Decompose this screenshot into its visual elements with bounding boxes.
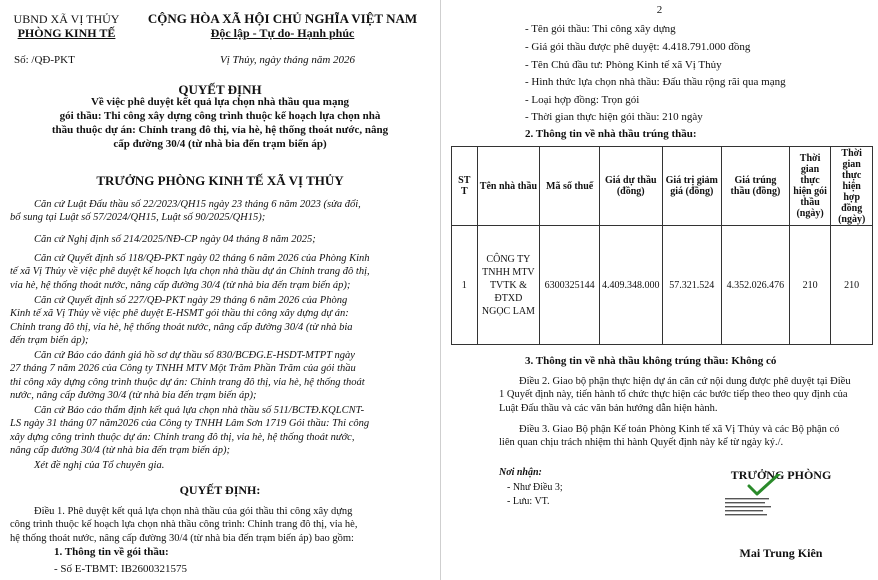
cell-tax-code: 6300325144 <box>540 226 600 345</box>
cell-contractor-name: CÔNG TY TNHH MTV TVTK & ĐTXD NGỌC LAM <box>477 226 540 345</box>
document-page-2 <box>441 0 878 580</box>
national-motto: Độc lập - Tự do- Hạnh phúc <box>210 26 355 40</box>
legal-basis-2: Căn cứ Nghị định số 214/2025/NĐ-CP ngày 04 tháng 8 năm 2025; <box>34 234 316 245</box>
recipient-2: - Lưu: VT. <box>507 496 550 507</box>
header-bid-price: Giá dự thầu (đồng) <box>600 147 663 226</box>
document-title: QUYẾT ĐỊNH <box>178 82 262 97</box>
cell-contract-duration: 210 <box>831 226 873 345</box>
recipient-1: - Như Điều 3; <box>507 482 563 493</box>
legal-basis-1: Căn cứ Luật Đấu thầu số 22/2023/QH15 ngày 23 tháng 6 năm 2023 (sửa đổi, bổ sung tại Luật số 57/2024/QH15, Luật số 90/2025/QH15); <box>10 199 361 224</box>
article-2: Điều 2. Giao bộ phận thực hiện dự án căn cứ nội dung được phê duyệt tại Điều 1 Quyết định này, tiến hành tổ chức thực hiện các bước tiếp theo theo quy định của Luật Đấu thầu và các văn bản hướng dẫn hiện hành. <box>499 376 851 414</box>
recipients-heading: Nơi nhận: <box>499 467 542 478</box>
legal-basis-5: Căn cứ Báo cáo đánh giá hồ sơ dự thầu số 830/BCĐG.E-HSDT-MTPT ngày 27 tháng 7 năm 2026 của Công ty TNHH MTV Một Trăm Phần Trăm của gói thầu thi công xây dựng công trình thuộc dự án: Chỉnh trang đô thị, vỉa hè, hệ thống thoát nước, nâng cấp đường 30/4 (từ nhà bia đến trạm biến áp); <box>10 350 365 401</box>
cell-winning-price: 4.352.026.476 <box>722 226 790 345</box>
national-title: CỘNG HÒA XÃ HỘI CHỦ NGHĨA VIỆT NAM <box>147 11 418 26</box>
article-3: Điều 3. Giao Bộ phận Kế toán Phòng Kinh tế xã Vị Thủy và các Bộ phận có liên quan chịu trách nhiệm thi hành Quyết định này kể từ ngày ký./. <box>499 424 840 449</box>
info-investor: - Tên Chủ đầu tư: Phòng Kinh tế xã Vị Thủy <box>525 59 722 71</box>
page-number: 2 <box>656 4 663 16</box>
signer-name: Mai Trung Kiên <box>739 546 823 560</box>
decision-date: Vị Thủy, ngày tháng năm 2026 <box>220 54 356 66</box>
subject-line-1: Về việc phê duyệt kết quả lựa chọn nhà thầu qua mạng <box>90 96 350 108</box>
digital-signature-icon <box>723 474 783 520</box>
legal-basis-7: Xét đề nghị của Tổ chuyên gia. <box>34 460 165 471</box>
org-name-line1: UBND XÃ VỊ THỦY <box>13 12 120 26</box>
info-selection-method: - Hình thức lựa chọn nhà thầu: Đấu thầu rộng rãi qua mạng <box>525 76 786 88</box>
cell-bid-price: 4.409.348.000 <box>600 226 663 345</box>
article-1: Điều 1. Phê duyệt kết quả lựa chọn nhà thầu của gói thầu thi công xây dựng công trình thuộc kế hoạch lựa chọn nhà thầu công trình: Chỉnh trang đô thị, vỉa hè, hệ thống thoát nước, nâng cấp đường 30/4 (từ nhà bia đến trạm biến áp) bao gồm: <box>10 506 358 544</box>
info-duration: - Thời gian thực hiện gói thầu: 210 ngày <box>525 111 703 123</box>
header-stt: ST T <box>452 147 478 226</box>
legal-basis-4: Căn cứ Quyết định số 227/QĐ-PKT ngày 29 tháng 6 năm 2026 của Phòng Kinh tế xã Vị Thủy về việc phê duyệt E-HSMT gói thầu thi công xây dựng dự án: Chỉnh trang đô thị, vỉa hè, hệ thống thoát nước, nâng cấp đường 30/4 (từ nhà bia đến trạm biến áp); <box>10 295 353 346</box>
info-package-price: - Giá gói thầu được phê duyệt: 4.418.791.000 đồng <box>525 41 751 53</box>
info-package-name: - Tên gói thầu: Thi công xây dựng <box>525 23 676 35</box>
winning-contractor-table <box>451 146 873 345</box>
subject-line-4: cấp đường 30/4 (từ nhà bia đến trạm biến áp) <box>113 138 327 150</box>
info-contract-type: - Loại hợp đồng: Trọn gói <box>525 94 640 106</box>
header-winning-price: Giá trúng thầu (đồng) <box>722 147 790 226</box>
header-contractor-name: Tên nhà thầu <box>477 147 540 226</box>
section-2-heading: 2. Thông tin về nhà thầu trúng thầu: <box>525 128 697 140</box>
section-1-heading: 1. Thông tin về gói thầu: <box>54 546 169 558</box>
legal-basis-6: Căn cứ Báo cáo thẩm định kết quả lựa chọn nhà thầu số 511/BCTĐ.KQLCNT- LS ngày 31 tháng 07 năm2026 của Công ty TNHH Lâm Sơn 1719 Gói thầu: Thi công xây dựng công trình thuộc dự án: Chỉnh trang đô thị, vỉa hè, hệ thống thoát nước, nâng cấp đường 30/4 (từ nhà bia đến trạm biến áp); <box>10 405 370 456</box>
subject-line-3: thầu thuộc dự án: Chỉnh trang đô thị, vỉa hè, hệ thống thoát nước, nâng <box>51 124 389 136</box>
header-package-duration: Thời gian thực hiện gói thầu (ngày) <box>789 147 831 226</box>
decision-number: Số: /QĐ-PKT <box>14 54 75 66</box>
cell-discount: 57.321.524 <box>662 226 722 345</box>
signer-title: TRƯỞNG PHÒNG <box>730 468 832 482</box>
table-header-row <box>452 147 873 226</box>
header-tax-code: Mã số thuế <box>540 147 600 226</box>
decides-heading: QUYẾT ĐỊNH: <box>179 483 261 497</box>
signature-checkmark <box>749 474 779 494</box>
section-3-heading: 3. Thông tin về nhà thầu không trúng thầu: Không có <box>525 355 777 367</box>
header-contract-duration: Thời gian thực hiện hợp đồng (ngày) <box>831 147 873 226</box>
table-row <box>452 226 873 345</box>
legal-basis-3: Căn cứ Quyết định số 118/QĐ-PKT ngày 02 tháng 6 năm 2026 của Phòng Kinh tế xã Vị Thủy về việc phê duyệt kế hoạch lựa chọn nhà thầu dự án Chỉnh trang đô thị, vỉa hè, hệ thống thoát nước, nâng cấp đường 30/4 (từ nhà bia đến trạm biến áp); <box>10 253 370 291</box>
issuing-authority: TRƯỞNG PHÒNG KINH TẾ XÃ VỊ THỦY <box>96 173 344 188</box>
header-discount: Giá trị giảm giá (đồng) <box>662 147 722 226</box>
org-name-line2: PHÒNG KINH TẾ <box>17 26 116 40</box>
subject-line-2: gói thầu: Thi công xây dựng công trình thuộc kế hoạch lựa chọn nhà <box>59 110 381 122</box>
cell-stt: 1 <box>452 226 478 345</box>
cell-package-duration: 210 <box>789 226 831 345</box>
tbmt-number: - Số E-TBMT: IB2600321575 <box>54 563 187 575</box>
